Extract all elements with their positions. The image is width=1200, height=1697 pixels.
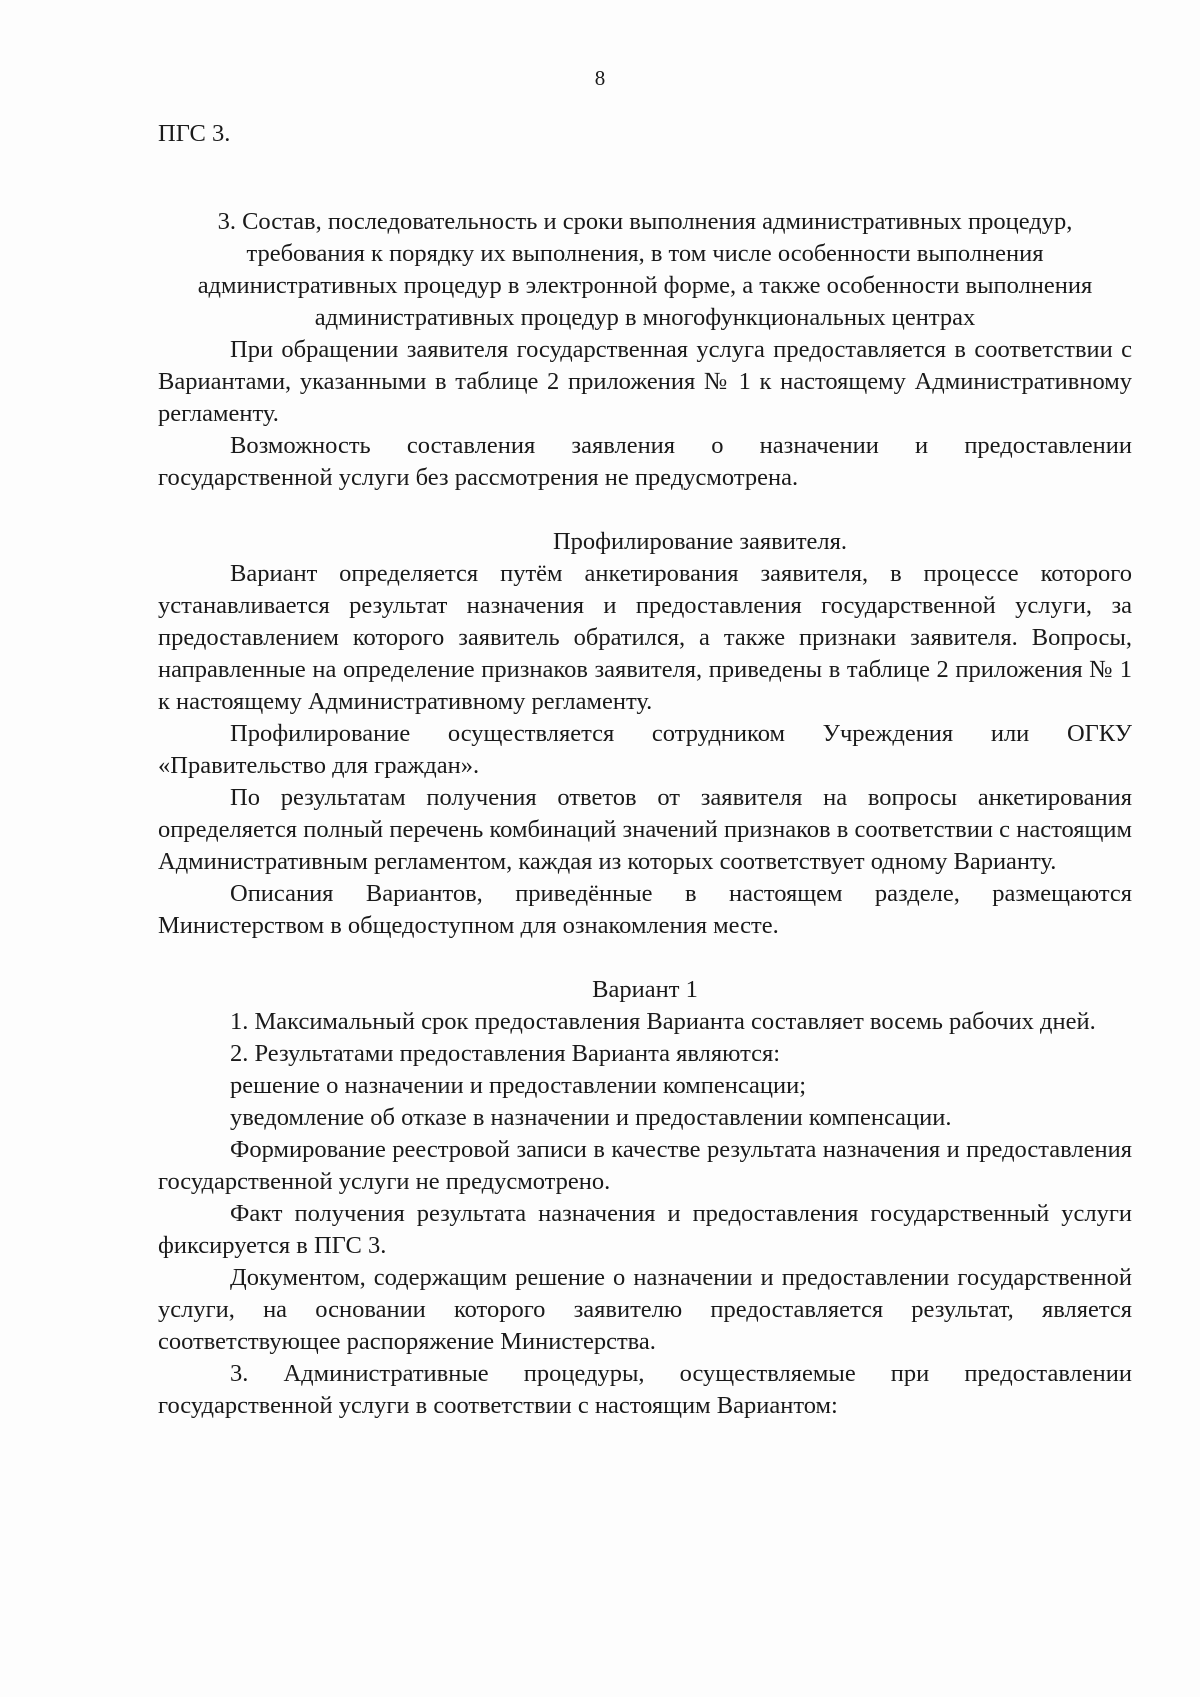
intro-paragraph-2: Возможность составления заявления о назначении и предоставлении государственной услуги без рассмотрения не предусмотрена. [158,432,1132,491]
variant-result-item-2: уведомление об отказе в назначении и предоставлении компенсации. [230,1104,952,1131]
variant-paragraph-2: 2. Результатами предоставления Варианта являются: [230,1040,781,1067]
variant-paragraph-1: 1. Максимальный срок предоставления Варианта составляет восемь рабочих дней. [230,1008,1096,1035]
lead-text: ПГС 3. [158,120,231,147]
variant-result-item-1: решение о назначении и предоставлении компенсации; [230,1072,807,1099]
variant-heading: Вариант 1 [592,976,698,1003]
variant-paragraph-6: Факт получения результата назначения и предоставления государственный услуги фиксируется в ПГС 3. [158,1200,1132,1259]
profiling-paragraph-3: По результатам получения ответов от заявителя на вопросы анкетирования определяется полный перечень комбинаций значений признаков в соответствии с настоящим Административным регламентом, каждая из которых соответствует одному Варианту. [158,784,1132,875]
spacer [158,494,1132,526]
intro-paragraph-1: При обращении заявителя государственная услуга предоставляется в соответствии с Вариантами, указанными в таблице 2 приложения № 1 к настоящему Административному регламенту. [158,336,1132,427]
profiling-paragraph-2: Профилирование осуществляется сотрудником Учреждения или ОГКУ «Правительство для граждан». [158,720,1132,779]
variant-paragraph-7: Документом, содержащим решение о назначении и предоставлении государственной услуги, на основании которого заявителю предоставляется результат, является соответствующее распоряжение Министерства. [158,1264,1132,1355]
section-heading: 3. Состав, последовательность и сроки выполнения административных процедур, требования к порядку их выполнения, в том числе особенности выполнения административных процедур в электронной форме, а также особенности выполнения административных процедур в многофункциональных центрах [197,208,1093,331]
document-body [158,118,1132,1422]
profiling-paragraph-4: Описания Вариантов, приведённые в настоящем разделе, размещаются Министерством в общедоступном для ознакомления месте. [158,880,1132,939]
variant-paragraph-5: Формирование реестровой записи в качестве результата назначения и предоставления государственной услуги не предусмотрено. [158,1136,1132,1195]
page-number: 8 [594,66,606,90]
spacer [158,150,1132,206]
profiling-heading: Профилирование заявителя. [552,528,848,555]
profiling-paragraph-1: Вариант определяется путём анкетирования заявителя, в процессе которого устанавливается результат назначения и предоставления государственной услуги, за предоставлением которого заявитель обратился, а также признаки заявителя. Вопросы, направленные на определение признаков заявителя, приведены в таблице 2 приложения № 1 к настоящему Административному регламенту. [158,560,1132,715]
variant-paragraph-8: 3. Административные процедуры, осуществляемые при предоставлении государственной услуги в соответствии с настоящим Вариантом: [158,1360,1132,1419]
spacer [158,942,1132,974]
